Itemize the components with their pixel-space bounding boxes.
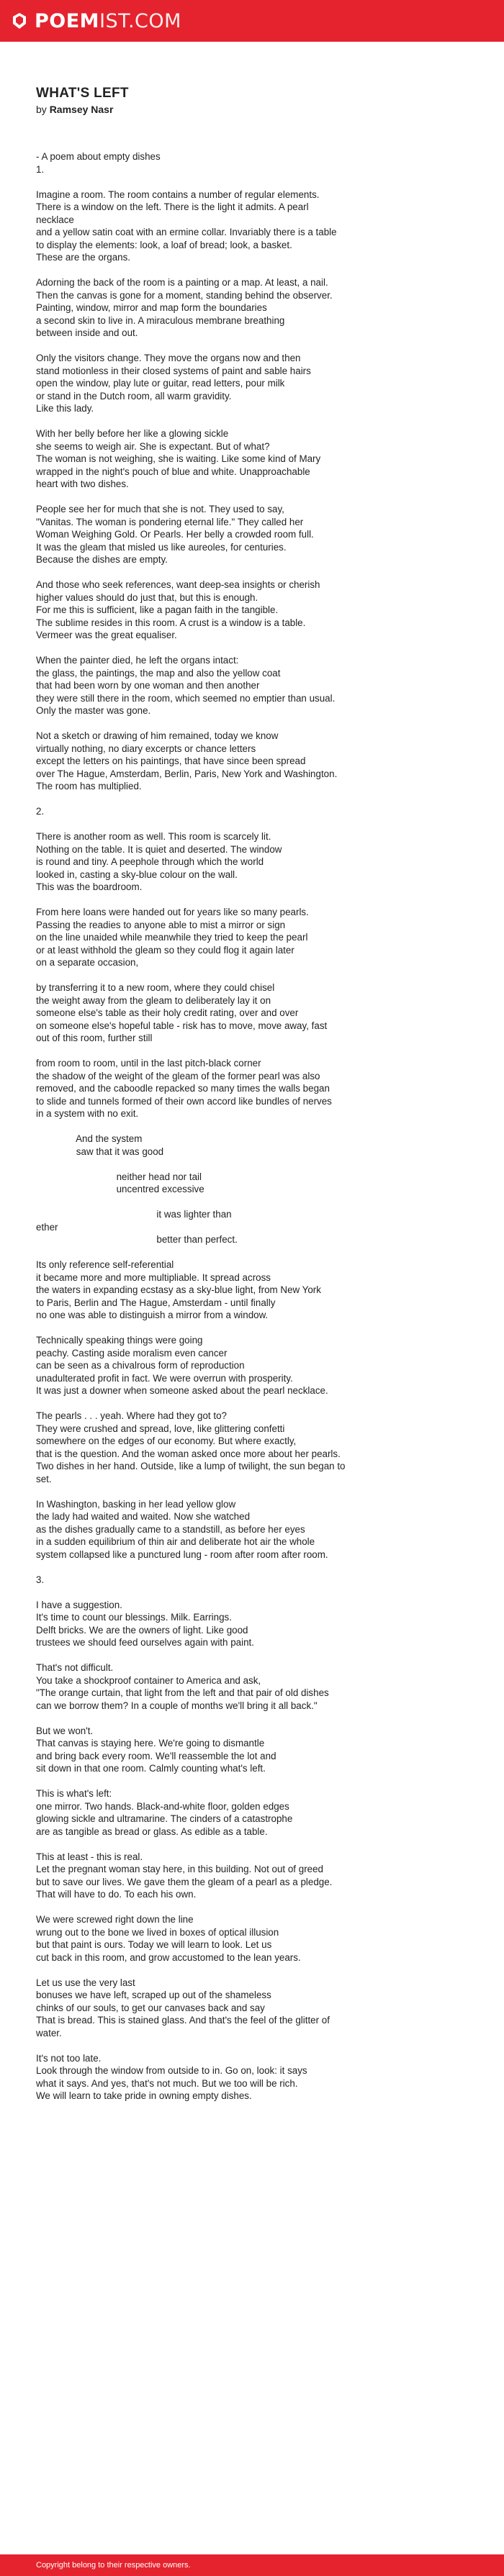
poem-line: but to save our lives. We gave them the gleam of a pearl as a pledge. <box>36 1876 333 1887</box>
poem-line: trustees we should feed ourselves again with paint. <box>36 1637 254 1648</box>
poem-body <box>36 150 475 2103</box>
poem-line: "Vanitas. The woman is pondering eternal life." They called her <box>36 516 304 527</box>
poem-line: The pearls . . . yeah. Where had they got to? <box>36 1410 227 1421</box>
poem-line: Painting, window, mirror and map form the boundaries <box>36 302 267 313</box>
poem-stanza <box>36 579 475 642</box>
poem-line: on the line unaided while meanwhile they tried to keep the pearl <box>36 932 308 943</box>
poem-line: to Paris, Berlin and The Hague, Amsterdam - until finally <box>36 1297 276 1308</box>
poem-line: That will have to do. To each his own. <box>36 1889 197 1900</box>
poem-stanza <box>36 1599 475 1649</box>
poem-line: We will learn to take pride in owning empty dishes. <box>36 2090 252 2101</box>
poem-stanza <box>36 906 475 969</box>
poem-stanza <box>36 1574 475 1587</box>
poem-line: It was just a downer when someone asked about the pearl necklace. <box>36 1385 328 1396</box>
poem-line: Let the pregnant woman stay here, in this building. Not out of greed <box>36 1864 323 1874</box>
poem-line: removed, and the caboodle repacked so many times the walls began <box>36 1083 330 1094</box>
poem-stanza <box>36 805 475 818</box>
poem-line: glowing sickle and ultramarine. The cinders of a catastrophe <box>36 1813 293 1824</box>
poem-stanza <box>36 352 475 415</box>
poem-stanza <box>36 1057 475 1120</box>
poem-stanza <box>36 981 475 1045</box>
poem-stanza <box>36 730 475 793</box>
poem-line: These are the organs. <box>36 252 131 263</box>
poem-stanza <box>36 150 475 176</box>
poem-line: In Washington, basking in her lead yellow glow <box>36 1498 236 1510</box>
poem-line: unadulterated profit in fact. We were overrun with prosperity. <box>36 1372 293 1384</box>
poem-line: Woman Weighing Gold. Or Pearls. Her belly a crowded room full. <box>36 529 314 540</box>
poem-line: Only the master was gone. <box>36 705 151 716</box>
poem-line: Not a sketch or drawing of him remained, today we know <box>36 730 279 741</box>
poem-stanza <box>36 503 475 566</box>
poem-line: higher values should do just that, but this is enough. <box>36 591 258 603</box>
poem-line: in a system with no exit. <box>36 1108 139 1119</box>
poem-stanza <box>36 1133 475 1158</box>
poem-line: they were still there in the room, which seemed no emptier than usual. <box>36 692 336 704</box>
site-footer <box>0 2554 504 2576</box>
poem-line: the weight away from the gleam to deliberately lay it on <box>36 994 271 1006</box>
poem-line: Delft bricks. We are the owners of light. Like good <box>36 1624 248 1636</box>
poem-line: Like this lady. <box>36 403 94 414</box>
poem-line: or at least withhold the gleam so they could flog it again later <box>36 944 294 956</box>
poem-line: are as tangible as bread or glass. As edible as a table. <box>36 1826 268 1837</box>
poem-line: And the system <box>36 1133 143 1144</box>
poem-line: Adorning the back of the room is a painting or a map. At least, a nail. <box>36 277 328 288</box>
poem-line: open the window, play lute or guitar, read letters, pour milk <box>36 378 285 389</box>
poem-line: can be seen as a chivalrous form of reproduction <box>36 1360 245 1371</box>
poem-line: over The Hague, Amsterdam, Berlin, Paris, New York and Washington. <box>36 768 338 779</box>
poem-line: sit down in that one room. Calmly counting what's left. <box>36 1763 266 1774</box>
poem-line: From here loans were handed out for years like so many pearls. <box>36 907 309 917</box>
poem-line: in a sudden equilibrium of thin air and deliberate hot air the whole <box>36 1536 315 1547</box>
byline-label: by <box>36 104 47 115</box>
poem-line: This at least - this is real. <box>36 1851 143 1862</box>
poem-line: heart with two dishes. <box>36 479 129 489</box>
poem-line: by transferring it to a new room, where they could chisel <box>36 982 275 993</box>
poem-line: no one was able to distinguish a mirror from a window. <box>36 1310 269 1320</box>
poem-line: the lady had waited and waited. Now she watched <box>36 1511 251 1522</box>
poem-author[interactable]: Ramsey Nasr <box>49 104 114 115</box>
poem-stanza <box>36 189 475 264</box>
poem-line: water. <box>36 2027 62 2038</box>
poem-line: Imagine a room. The room contains a number of regular elements. <box>36 189 320 200</box>
poem-line: Two dishes in her hand. Outside, like a lump of twilight, the sun began to <box>36 1461 346 1471</box>
logo-mark-icon <box>10 12 29 30</box>
poem-line: one mirror. Two hands. Black-and-white floor, golden edges <box>36 1800 289 1812</box>
poem-stanza <box>36 1171 475 1196</box>
logo-text <box>35 9 181 32</box>
poem-line: saw that it was good <box>36 1146 164 1157</box>
poem-line: Only the visitors change. They move the organs now and then <box>36 353 301 363</box>
footer-copyright: Copyright belong to their respective owners. <box>36 2561 191 2570</box>
poem-stanza <box>36 1208 475 1246</box>
poem-line: set. <box>36 1473 52 1484</box>
poem-line: the shadow of the weight of the gleam of the former pearl was also <box>36 1070 320 1081</box>
poem-line: virtually nothing, no diary excerpts or chance letters <box>36 743 256 754</box>
poem-line: looked in, casting a sky-blue colour on the wall. <box>36 869 238 880</box>
poem-line: except the letters on his paintings, that have since been spread <box>36 756 306 766</box>
poem-line: For me this is sufficient, like a pagan faith in the tangible. <box>36 604 279 615</box>
site-header <box>0 0 504 42</box>
poem-line: stand motionless in their closed systems of paint and sable hairs <box>36 365 311 376</box>
poem-line: the waters in expanding ecstasy as a sky-blue light, from New York <box>36 1284 321 1295</box>
poem-line: system collapsed like a punctured lung - room after room after room. <box>36 1548 328 1560</box>
poem-line: Passing the readies to anyone able to mist a mirror or sign <box>36 919 286 930</box>
poem-line: 1. <box>36 163 45 175</box>
poem-line: she seems to weigh air. She is expectant. But of what? <box>36 440 270 452</box>
poem-line: it became more and more multipliable. It spread across <box>36 1271 271 1283</box>
poem-line: wrapped in the night's pouch of blue and white. Unapproachable <box>36 466 310 477</box>
poem-stanza <box>36 276 475 340</box>
poem-line: We were screwed right down the line <box>36 1914 194 1925</box>
poem-line: That canvas is staying here. We're going to dismantle <box>36 1738 265 1749</box>
poem-line: the glass, the paintings, the map and also the yellow coat <box>36 667 281 679</box>
poem-stanza <box>36 654 475 717</box>
poem-line: necklace <box>36 214 74 225</box>
poem-line: peachy. Casting aside moralism even cancer <box>36 1347 228 1359</box>
logo-text-bold: POEM <box>35 9 100 32</box>
poem-line: I have a suggestion. <box>36 1599 122 1610</box>
poem-line: But we won't. <box>36 1725 94 1736</box>
poem-stanza <box>36 1498 475 1561</box>
poem-line: Then the canvas is gone for a moment, standing behind the observer. <box>36 289 333 301</box>
poem-content <box>36 85 475 2115</box>
poem-line: cut back in this room, and grow accustomed to the lean years. <box>36 1951 301 1963</box>
poem-line: 3. <box>36 1574 45 1585</box>
poem-line: neither head nor tail <box>36 1171 202 1182</box>
poem-line: to display the elements: look, a loaf of bread; look, a basket. <box>36 239 292 250</box>
poem-stanza <box>36 427 475 491</box>
poem-line: between inside and out. <box>36 327 138 338</box>
poem-line: They were crushed and spread, love, like glittering confetti <box>36 1423 285 1434</box>
poem-line: - A poem about empty dishes <box>36 151 161 162</box>
poem-line: that had been worn by one woman and then another <box>36 680 260 691</box>
poem-line: can we borrow them? In a couple of months we'll bring it all back." <box>36 1700 318 1711</box>
poem-stanza <box>36 2052 475 2103</box>
poem-line: With her belly before her like a glowing sickle <box>36 428 229 439</box>
poem-line: on a separate occasion, <box>36 957 139 968</box>
poem-line: Let us use the very last <box>36 1977 135 1988</box>
poem-line: to slide and tunnels formed of their own accord like bundles of nerves <box>36 1095 332 1107</box>
poem-line: It was the gleam that misled us like aureoles, for centuries. <box>36 541 287 553</box>
poem-line: better than perfect. <box>36 1234 238 1245</box>
poem-line: This is what's left: <box>36 1788 112 1799</box>
poem-byline <box>36 103 475 116</box>
poem-line: and bring back every room. We'll reassemble the lot and <box>36 1750 276 1761</box>
poem-line: and a yellow satin coat with an ermine collar. Invariably there is a table <box>36 227 337 237</box>
poem-line: or stand in the Dutch room, all warm gravidity. <box>36 390 232 402</box>
poem-stanza <box>36 1334 475 1397</box>
poem-line: That's not difficult. <box>36 1662 114 1673</box>
poem-line: somewhere on the edges of our economy. But where exactly, <box>36 1436 297 1446</box>
poem-line: You take a shockproof container to America and ask, <box>36 1674 261 1686</box>
poem-line: There is another room as well. This room is scarcely lit. <box>36 831 271 842</box>
poem-line: chinks of our souls, to get our canvases back and say <box>36 2002 265 2013</box>
poem-line: is round and tiny. A peephole through which the world <box>36 856 264 867</box>
poem-line: There is a window on the left. There is the light it admits. A pearl <box>36 201 309 212</box>
poem-title: WHAT'S LEFT <box>36 86 129 101</box>
poem-line: People see her for much that she is not. They used to say, <box>36 504 284 514</box>
poem-line: a second skin to live in. A miraculous membrane breathing <box>36 314 285 326</box>
poem-stanza <box>36 1725 475 1775</box>
poem-line: ether <box>36 1221 58 1233</box>
poem-line: The room has multiplied. <box>36 781 142 792</box>
poem-line: 2. <box>36 806 45 817</box>
poem-line: When the painter died, he left the organs intact: <box>36 655 239 666</box>
logo-text-light: IST.COM <box>99 9 181 32</box>
poem-line: It's not too late. <box>36 2052 102 2064</box>
poem-stanza <box>36 1661 475 1712</box>
poem-line: It's time to count our blessings. Milk. Earrings. <box>36 1612 232 1623</box>
poem-stanza <box>36 1851 475 1901</box>
poem-line: bonuses we have left, scraped up out of the shameless <box>36 1990 271 2000</box>
poem-line: Vermeer was the great equaliser. <box>36 630 177 640</box>
poem-line: it was lighter than <box>36 1209 232 1220</box>
poem-line: This was the boardroom. <box>36 881 143 892</box>
poem-line: And those who seek references, want deep-sea insights or cherish <box>36 579 320 590</box>
poem-line: that is the question. And the woman asked once more about her pearls. <box>36 1448 341 1459</box>
poem-stanza <box>36 1787 475 1838</box>
poem-line: what it says. And yes, that's not much. But we too will be rich. <box>36 2077 298 2089</box>
poem-stanza <box>36 1977 475 2040</box>
poem-line: as the dishes gradually came to a standstill, as before her eyes <box>36 1523 305 1535</box>
poem-stanza <box>36 1913 475 1964</box>
poem-line: Nothing on the table. It is quiet and deserted. The window <box>36 843 282 855</box>
poem-line: wrung out to the bone we lived in boxes of optical illusion <box>36 1926 279 1938</box>
poem-stanza <box>36 1258 475 1322</box>
site-logo[interactable] <box>10 9 181 32</box>
poem-line: someone else's table as their holy credit rating, over and over <box>36 1007 299 1018</box>
poem-line: Look through the window from outside to in. Go on, look: it says <box>36 2065 307 2076</box>
poem-line: out of this room, further still <box>36 1033 153 1043</box>
poem-line: Technically speaking things were going <box>36 1335 203 1346</box>
poem-line: The sublime resides in this room. A crust is a window is a table. <box>36 617 306 628</box>
poem-line: Because the dishes are empty. <box>36 554 168 565</box>
poem-line: Its only reference self-referential <box>36 1259 174 1270</box>
poem-line: but that paint is ours. Today we will learn to look. Let us <box>36 1939 272 1950</box>
poem-stanza <box>36 830 475 894</box>
poem-line: on someone else's hopeful table - risk has to move, move away, fast <box>36 1020 328 1031</box>
poem-line: The woman is not weighing, she is waiting. Like some kind of Mary <box>36 453 321 464</box>
poem-line: from room to room, until in the last pitch-black corner <box>36 1058 261 1069</box>
poem-line: uncentred excessive <box>36 1184 204 1194</box>
poem-line: That is bread. This is stained glass. And that's the feel of the glitter of <box>36 2015 330 2026</box>
poem-line: "The orange curtain, that light from the left and that pair of old dishes <box>36 1687 329 1698</box>
poem-stanza <box>36 1410 475 1485</box>
